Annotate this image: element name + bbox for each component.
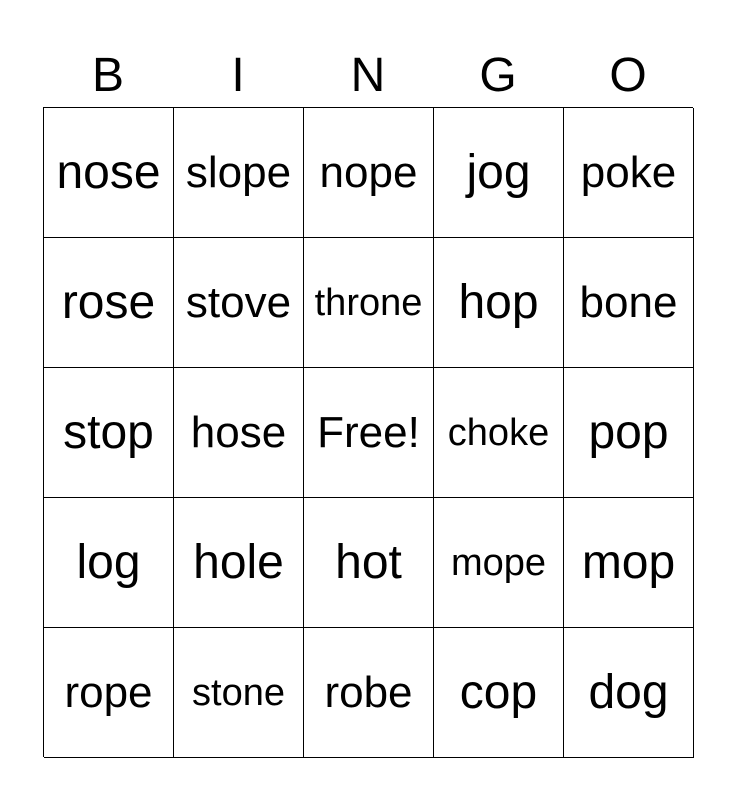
bingo-cell[interactable]: dog bbox=[564, 628, 694, 758]
bingo-cell[interactable]: slope bbox=[174, 108, 304, 238]
free-space-cell[interactable]: Free! bbox=[304, 368, 434, 498]
header-letter-n: N bbox=[350, 49, 386, 102]
bingo-cell[interactable]: bone bbox=[564, 238, 694, 368]
header-letter-o: O bbox=[609, 49, 647, 102]
bingo-cell[interactable]: mope bbox=[434, 498, 564, 628]
bingo-cell[interactable]: choke bbox=[434, 368, 564, 498]
bingo-cell[interactable]: nose bbox=[44, 108, 174, 238]
bingo-board bbox=[43, 107, 693, 757]
bingo-cell[interactable]: robe bbox=[304, 628, 434, 758]
bingo-cell[interactable]: nope bbox=[304, 108, 434, 238]
header-letter-g: G bbox=[479, 49, 517, 102]
bingo-cell[interactable]: hole bbox=[174, 498, 304, 628]
bingo-cell[interactable]: cop bbox=[434, 628, 564, 758]
bingo-cell[interactable]: throne bbox=[304, 238, 434, 368]
header-letter-b: B bbox=[91, 49, 124, 102]
bingo-cell[interactable]: pop bbox=[564, 368, 694, 498]
bingo-cell[interactable]: rose bbox=[44, 238, 174, 368]
bingo-cell[interactable]: hot bbox=[304, 498, 434, 628]
bingo-cell[interactable]: rope bbox=[44, 628, 174, 758]
bingo-cell[interactable]: log bbox=[44, 498, 174, 628]
bingo-cell[interactable]: jog bbox=[434, 108, 564, 238]
bingo-cell[interactable]: hose bbox=[174, 368, 304, 498]
bingo-cell[interactable]: hop bbox=[434, 238, 564, 368]
bingo-cell[interactable]: stop bbox=[44, 368, 174, 498]
bingo-header bbox=[43, 44, 693, 108]
bingo-cell[interactable]: stove bbox=[174, 238, 304, 368]
bingo-cell[interactable]: poke bbox=[564, 108, 694, 238]
header-letter-i: I bbox=[231, 49, 245, 102]
bingo-cell[interactable]: stone bbox=[174, 628, 304, 758]
bingo-cell[interactable]: mop bbox=[564, 498, 694, 628]
